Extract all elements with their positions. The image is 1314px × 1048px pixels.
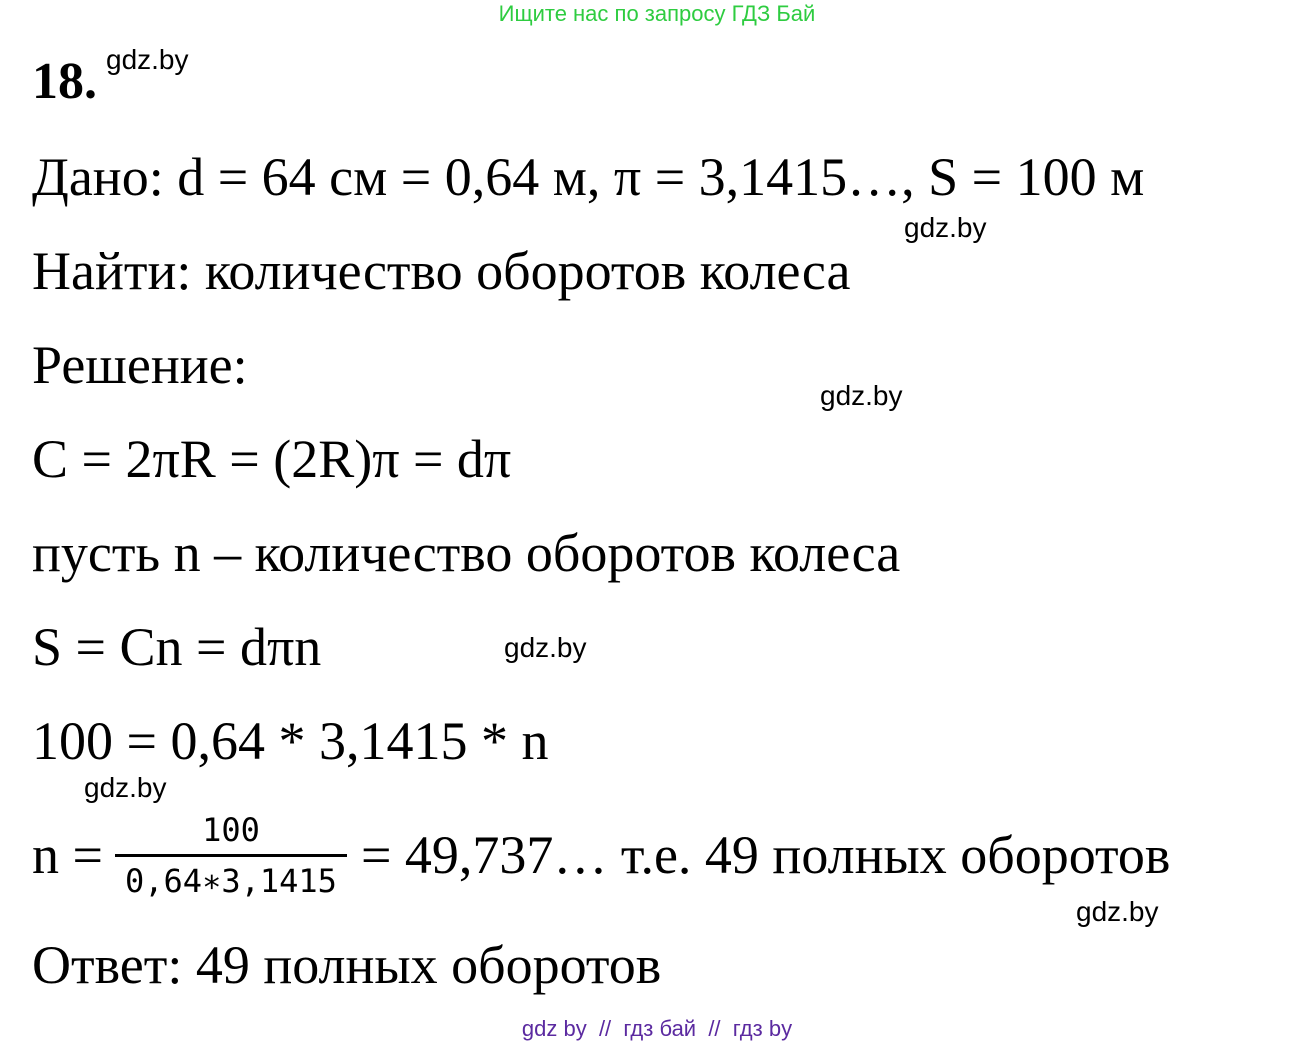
fraction-result: = 49,737… т.е. 49 полных оборотов — [360, 825, 1171, 885]
distance-formula: S = Cn = dπn — [32, 617, 322, 677]
find-line: Найти: количество оборотов колеса — [32, 241, 851, 301]
substitution-equation: 100 = 0,64 * 3,1415 * n — [32, 711, 549, 771]
let-statement: пусть n – количество оборотов колеса — [32, 523, 901, 583]
watermark: gdz.by — [1076, 896, 1159, 927]
fraction-numerator: 100 — [202, 810, 260, 849]
top-banner[interactable]: Ищите нас по запросу ГДЗ Бай — [498, 1, 816, 26]
circumference-formula: C = 2πR = (2R)π = dπ — [32, 429, 512, 489]
watermark: gdz.by — [504, 632, 587, 663]
answer-line: Ответ: 49 полных оборотов — [32, 935, 662, 995]
fraction-prefix: n = — [32, 825, 103, 885]
watermark: gdz.by — [106, 44, 189, 75]
fraction-equation — [32, 800, 1170, 910]
footer-links[interactable]: gdz by // гдз бай // гдз by — [521, 1016, 793, 1041]
watermark: gdz.by — [820, 380, 903, 411]
problem-number: 18. — [32, 53, 97, 110]
given-line: Дано: d = 64 см = 0,64 м, π = 3,1415…, S = 100 м — [32, 147, 1145, 207]
watermark: gdz.by — [84, 772, 167, 803]
fraction — [115, 810, 347, 901]
fraction-denominator: 0,64∗3,1415 — [125, 861, 337, 900]
watermark: gdz.by — [904, 212, 987, 243]
solution-heading: Решение: — [32, 335, 248, 395]
